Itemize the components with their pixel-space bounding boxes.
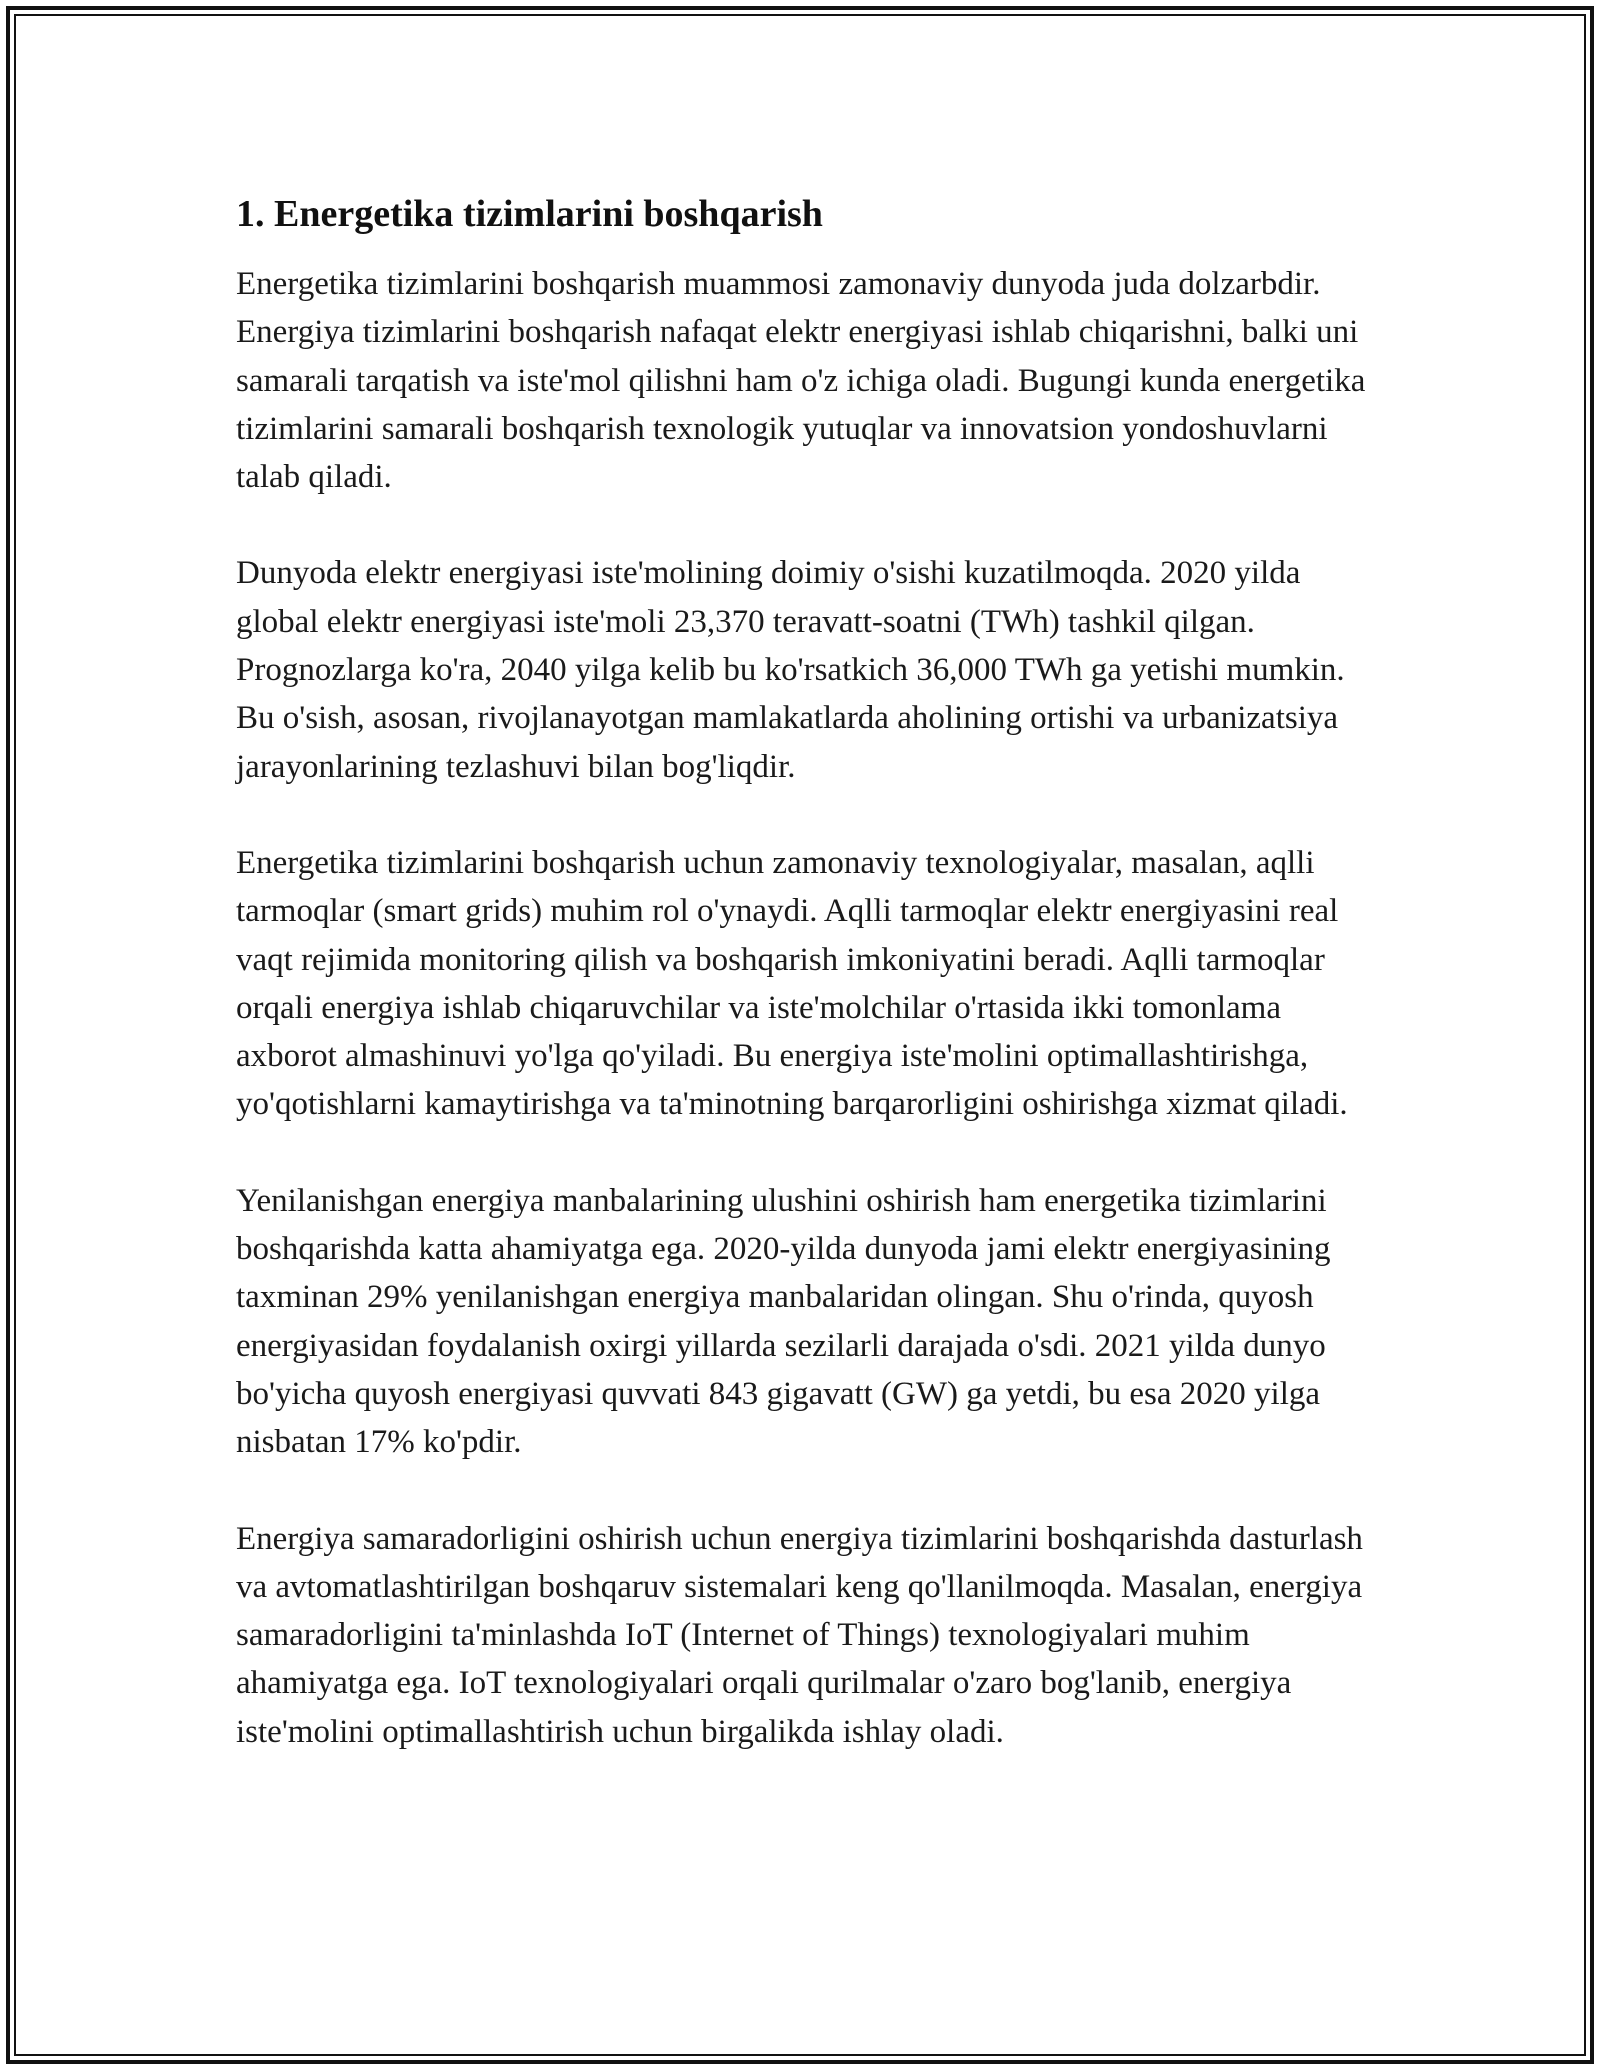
paragraph-4: Yenilanishgan energiya manbalarining ulushini oshirish ham energetika tizimlarini boshqarishda katta ahamiyatga ega. 2020-yilda dunyoda jami elektr energiyasining taxminan 29% yenilanishgan energiya manbalaridan olingan. Shu o'rinda, quyosh energiyasidan foydalanish oxirgi yillarda sezilarli darajada o'sdi. 2021 yilda dunyo bo'yicha quyosh energiyasi quvvati 843 gigavatt (GW) ga yetdi, bu esa 2020 yilga nisbatan 17% ko'pdir.	[236, 1182, 1331, 1461]
document-body	[236, 188, 1376, 1756]
section-heading: 1. Energetika tizimlarini boshqarish	[236, 193, 823, 235]
paragraph-5: Energiya samaradorligini oshirish uchun energiya tizimlarini boshqarishda dasturlash va avtomatlashtirilgan boshqaruv sistemalari keng qo'llanilmoqda. Masalan, energiya samaradorligini ta'minlashda IoT (Internet of Things) texnologiyalari muhim ahamiyatga ega. IoT texnologiyalari orqali qurilmalar o'zaro bog'lanib, energiya iste'molini optimallashtirish uchun birgalikda ishlay oladi.	[236, 1520, 1363, 1750]
paragraph-1: Energetika tizimlarini boshqarish muammosi zamonaviy dunyoda juda dolzarbdir. Energiya tizimlarini boshqarish nafaqat elektr energiyasi ishlab chiqarishni, balki uni samarali tarqatish va iste'mol qilishni ham o'z ichiga oladi. Bugungi kunda energetika tizimlarini samarali boshqarish texnologik yutuqlar va innovatsion yondoshuvlarni talab qiladi.	[236, 266, 1366, 496]
paragraph-3: Energetika tizimlarini boshqarish uchun zamonaviy texnologiyalar, masalan, aqlli tarmoqlar (smart grids) muhim rol o'ynaydi. Aqlli tarmoqlar elektr energiyasini real vaqt rejimida monitoring qilish va boshqarish imkoniyatini beradi. Aqlli tarmoqlar orqali energiya ishlab chiqaruvchilar va iste'molchilar o'rtasida ikki tomonlama axborot almashinuvi yo'lga qo'yiladi. Bu energiya iste'molini optimallashtirishga, yo'qotishlarni kamaytirishga va ta'minotning barqarorligini oshirishga xizmat qiladi.	[236, 844, 1348, 1123]
paragraph-2: Dunyoda elektr energiyasi iste'molining doimiy o'sishi kuzatilmoqda. 2020 yilda global elektr energiyasi iste'moli 23,370 teravatt-soatni (TWh) tashkil qilgan. Prognozlarga ko'ra, 2040 yilga kelib bu ko'rsatkich 36,000 TWh ga yetishi mumkin. Bu o'sish, asosan, rivojlanayotgan mamlakatlarda aholining ortishi va urbanizatsiya jarayonlarining tezlashuvi bilan bog'liqdir.	[236, 555, 1345, 785]
